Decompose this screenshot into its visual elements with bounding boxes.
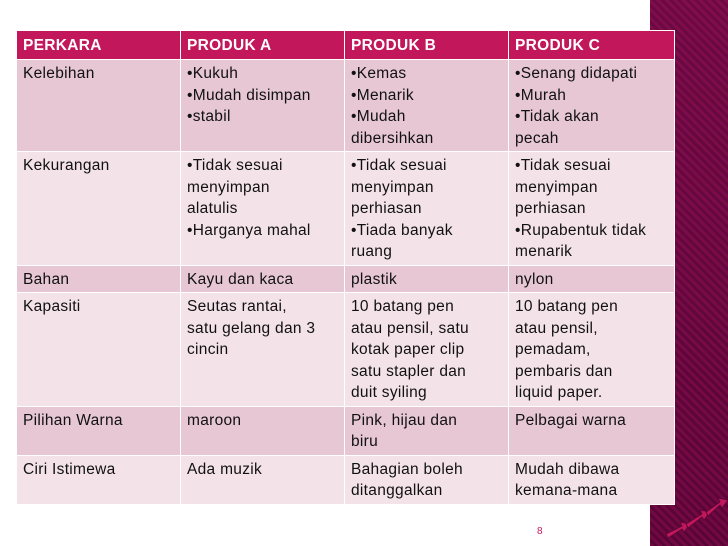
cell-line: menyimpan bbox=[351, 178, 434, 196]
cell-line: perhiasan bbox=[351, 200, 422, 217]
cell-line: Seutas rantai, bbox=[187, 298, 287, 315]
cell-line: nylon bbox=[515, 270, 554, 288]
cell-line: ruang bbox=[351, 243, 393, 260]
cell-produk-c bbox=[509, 60, 675, 152]
header-produk-a: PRODUK A bbox=[181, 31, 345, 60]
cell-produk-b bbox=[345, 60, 509, 152]
cell-line: •Menarik bbox=[351, 86, 414, 104]
row-label: Bahan bbox=[17, 265, 181, 293]
table-row bbox=[17, 265, 675, 293]
row-label: Ciri Istimewa bbox=[17, 455, 181, 504]
cell-produk-a bbox=[181, 60, 345, 152]
cell-line: maroon bbox=[187, 411, 242, 429]
header-produk-b: PRODUK B bbox=[345, 31, 509, 60]
cell-line: cincin bbox=[187, 341, 229, 358]
cell-line: Mudah dibawa bbox=[515, 460, 620, 478]
cell-line: menyimpan bbox=[515, 178, 598, 196]
cell-produk-c bbox=[509, 152, 675, 266]
row-label: Kapasiti bbox=[17, 293, 181, 407]
cell-line: Kayu dan kaca bbox=[187, 270, 294, 288]
cell-line: 10 batang pen bbox=[515, 298, 619, 315]
cell-line: ditanggalkan bbox=[351, 482, 443, 499]
cell-line: Pelbagai warna bbox=[515, 411, 627, 429]
cell-line: •Murah bbox=[515, 86, 567, 104]
row-label: Kekurangan bbox=[17, 152, 181, 266]
cell-line: •Kemas bbox=[351, 65, 407, 82]
cell-produk-b bbox=[345, 152, 509, 266]
cell-produk-a bbox=[181, 455, 345, 504]
cell-produk-a bbox=[181, 152, 345, 266]
cell-line: biru bbox=[351, 433, 379, 450]
cell-produk-b bbox=[345, 293, 509, 407]
cell-line: •Tiada banyak bbox=[351, 221, 453, 239]
cell-line: alatulis bbox=[187, 200, 238, 217]
row-label: Pilihan Warna bbox=[17, 406, 181, 455]
cell-produk-a bbox=[181, 293, 345, 407]
cell-line: duit syiling bbox=[351, 384, 427, 401]
row-label: Kelebihan bbox=[17, 60, 181, 152]
cell-line: pembaris dan bbox=[515, 362, 613, 380]
cell-produk-c bbox=[509, 455, 675, 504]
cell-line: •Kukuh bbox=[187, 65, 239, 82]
cell-line: kemana-mana bbox=[515, 482, 618, 499]
page-number: 8 bbox=[537, 526, 543, 537]
cell-line: •Tidak sesuai bbox=[187, 157, 283, 174]
cell-line: Ada muzik bbox=[187, 460, 263, 478]
cell-line: •Senang didapati bbox=[515, 65, 638, 82]
header-perkara: PERKARA bbox=[17, 31, 181, 60]
cell-produk-c bbox=[509, 293, 675, 407]
cell-line: Bahagian boleh bbox=[351, 460, 463, 478]
cell-produk-c bbox=[509, 265, 675, 293]
cell-line: menarik bbox=[515, 243, 573, 260]
cell-line: menyimpan bbox=[187, 178, 270, 196]
cell-line: •Mudah bbox=[351, 108, 406, 125]
cell-line: •Rupabentuk tidak bbox=[515, 221, 647, 239]
table-header-row bbox=[17, 31, 675, 60]
cell-line: atau pensil, satu bbox=[351, 319, 469, 337]
table-row bbox=[17, 152, 675, 266]
cell-produk-b bbox=[345, 406, 509, 455]
header-produk-c: PRODUK C bbox=[509, 31, 675, 60]
table-row bbox=[17, 406, 675, 455]
cell-line: •Tidak sesuai bbox=[351, 157, 447, 174]
cell-line: atau pensil, bbox=[515, 319, 598, 337]
cell-line: •Tidak akan bbox=[515, 108, 599, 125]
cell-produk-b bbox=[345, 455, 509, 504]
cell-line: •stabil bbox=[187, 108, 231, 125]
cell-line: satu stapler dan bbox=[351, 362, 467, 380]
cell-line: pemadam, bbox=[515, 341, 591, 358]
cell-line: •Tidak sesuai bbox=[515, 157, 611, 174]
cell-line: plastik bbox=[351, 270, 398, 288]
cell-line: kotak paper clip bbox=[351, 341, 465, 358]
cell-produk-c bbox=[509, 406, 675, 455]
cell-line: liquid paper. bbox=[515, 384, 603, 401]
cell-produk-a bbox=[181, 406, 345, 455]
cell-line: dibersihkan bbox=[351, 129, 434, 147]
table-row bbox=[17, 455, 675, 504]
cell-line: •Harganya mahal bbox=[187, 221, 311, 239]
cell-line: satu gelang dan 3 bbox=[187, 319, 316, 337]
cell-line: •Mudah disimpan bbox=[187, 86, 311, 104]
table-row bbox=[17, 60, 675, 152]
cell-line: 10 batang pen bbox=[351, 298, 455, 315]
comparison-table bbox=[16, 30, 675, 505]
cell-line: perhiasan bbox=[515, 200, 586, 217]
cell-produk-b bbox=[345, 265, 509, 293]
cell-line: Pink, hijau dan bbox=[351, 411, 458, 429]
table-row bbox=[17, 293, 675, 407]
cell-line: pecah bbox=[515, 129, 559, 147]
cell-produk-a bbox=[181, 265, 345, 293]
